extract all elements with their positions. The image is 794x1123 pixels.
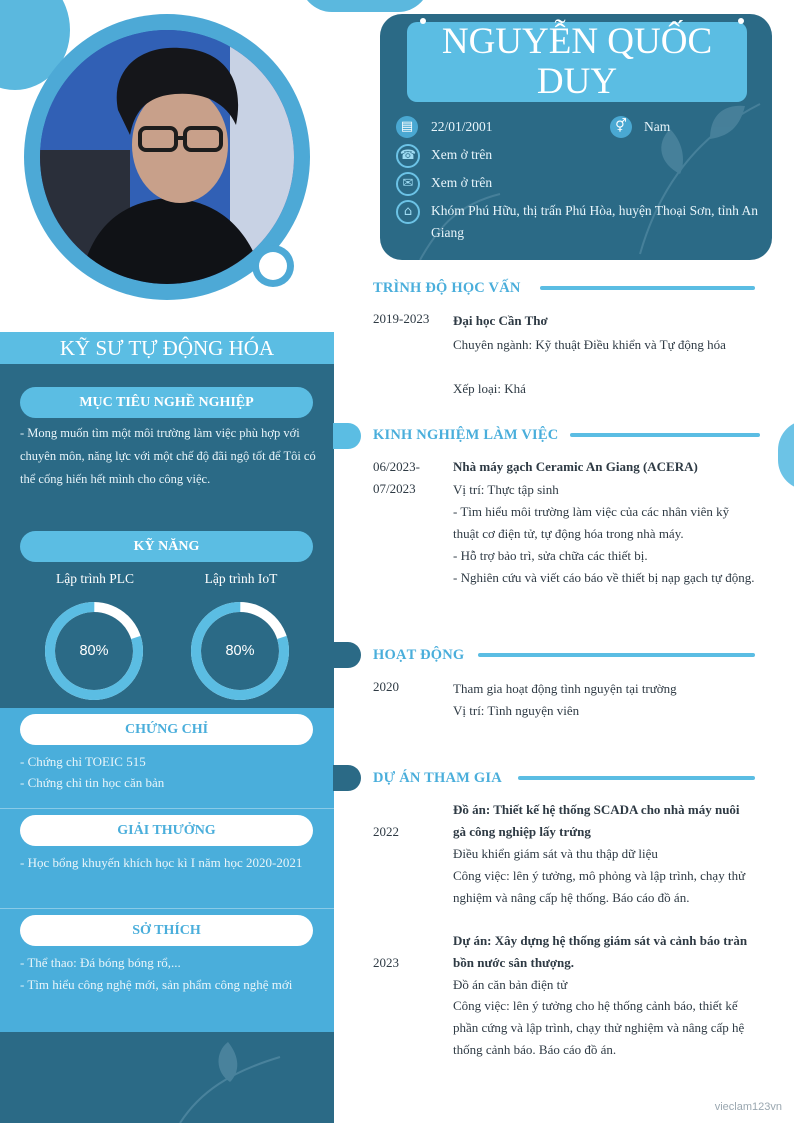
projects-title: DỰ ÁN THAM GIA xyxy=(373,770,502,786)
education-date: 2019-2023 xyxy=(373,311,430,326)
skill-percent: 80% xyxy=(225,643,255,659)
hobby-item: - Tìm hiểu công nghệ mới, sản phẩm công nghệ mới xyxy=(20,977,293,992)
divider xyxy=(0,808,334,809)
project-desc: Điều khiển giám sát và thu thập dữ liệu xyxy=(453,846,658,861)
left-column-bottom xyxy=(0,1032,334,1123)
location-icon: ⌂ xyxy=(396,200,420,224)
skill-name: Lập trình PLC xyxy=(56,571,134,586)
experience-date-from: 06/2023- xyxy=(373,459,420,474)
gender-icon: ⚥ xyxy=(610,116,632,138)
experience-company: Nhà máy gạch Ceramic An Giang (ACERA) xyxy=(453,459,698,474)
section-tab xyxy=(333,642,361,668)
education-major: Chuyên ngành: Kỹ thuật Điều khiển và Tự động hóa xyxy=(453,337,726,352)
certificate-item: - Chứng chỉ TOEIC 515 xyxy=(20,754,146,769)
hobby-item: - Thể thao: Đá bóng bóng rổ,... xyxy=(20,955,181,970)
experience-date-to: 07/2023 xyxy=(373,481,416,496)
project-date: 2022 xyxy=(373,824,399,839)
skills-title: KỸ NĂNG xyxy=(20,531,313,562)
project-name: Dự án: Xây dựng hệ thống giám sát và cảnh báo tràn bồn nước sân thượng. xyxy=(453,933,748,970)
project-date: 2023 xyxy=(373,955,399,970)
education-school: Đại học Cần Thơ xyxy=(453,313,548,328)
certificates-title: CHỨNG CHỈ xyxy=(20,714,313,745)
experience-line xyxy=(570,433,760,437)
skill-percent: 80% xyxy=(79,643,109,659)
activities-text: Tham gia hoạt động tình nguyện tại trường xyxy=(453,681,677,696)
birthdate: 22/01/2001 xyxy=(431,119,493,134)
project-work: Công việc: lên ý tưởng cho hệ thống cảnh báo, thiết kế phần cứng và lập trình, chạy thử nghiệm và nâng cấp hệ thống cảnh báo. Báo cáo đồ án. xyxy=(453,998,745,1057)
education-title: TRÌNH ĐỘ HỌC VẤN xyxy=(373,280,521,296)
phone: Xem ở trên xyxy=(431,147,493,162)
photo-dot-inner xyxy=(259,252,287,280)
section-tab xyxy=(333,765,361,791)
experience-duty: - Nghiên cứu và viết cáo báo về thiết bị nạp gạch tự động. xyxy=(453,570,755,585)
full-name: NGUYỄN QUỐC DUY xyxy=(441,21,713,102)
section-tab xyxy=(333,423,361,449)
skill-name: Lập trình IoT xyxy=(204,571,278,586)
email-icon: ✉ xyxy=(396,172,420,196)
awards-title: GIẢI THƯỞNG xyxy=(20,815,313,846)
birthday-cake-icon: ▤ xyxy=(396,116,418,138)
objective-text: - Mong muốn tìm một môi trường làm việc phù hợp với chuyên môn, năng lực với một chế độ đãi ngộ tốt để Tôi có thể cống hiến hết mình cho công việc. xyxy=(20,426,316,486)
experience-duty: - Tìm hiểu môi trường làm việc của các nhân viên kỹ thuật cơ điện tử, tự động hóa trong nhà máy. xyxy=(453,504,730,541)
phone-icon: ☎ xyxy=(396,144,420,168)
certificate-item: - Chứng chỉ tin học căn bản xyxy=(20,775,165,790)
experience-position: Vị trí: Thực tập sinh xyxy=(453,482,559,497)
activities-date: 2020 xyxy=(373,679,399,694)
activities-title: HOẠT ĐỘNG xyxy=(373,647,465,663)
experience-duty: - Hỗ trợ bảo trì, sửa chữa các thiết bị. xyxy=(453,548,648,563)
activities-line xyxy=(478,653,755,657)
project-work: Công việc: lên ý tưởng, mô phỏng và lập trình, chạy thử nghiệm và nâng cấp hệ thống. Báo cáo đồ án. xyxy=(453,868,746,905)
decor-blob-top xyxy=(300,0,430,12)
objective-title: MỤC TIÊU NGHỀ NGHIỆP xyxy=(20,387,313,418)
experience-title: KINH NGHIỆM LÀM VIỆC xyxy=(373,427,559,443)
decor-blob-right xyxy=(778,420,794,490)
project-desc: Đồ án căn bản điện tử xyxy=(453,977,568,992)
gender: Nam xyxy=(644,119,671,134)
address: Khóm Phú Hữu, thị trấn Phú Hòa, huyện Thoại Sơn, tỉnh An Giang xyxy=(431,203,758,240)
education-grade: Xếp loại: Khá xyxy=(453,381,526,396)
hobbies-title: SỞ THÍCH xyxy=(20,915,313,946)
awards-text: - Học bổng khuyến khích học kì I năm học 2020-2021 xyxy=(20,855,303,870)
projects-line xyxy=(518,776,755,780)
education-line xyxy=(540,286,755,290)
email: Xem ở trên xyxy=(431,175,493,190)
activities-role: Vị trí: Tình nguyện viên xyxy=(453,703,580,718)
job-title: KỸ SƯ TỰ ĐỘNG HÓA xyxy=(59,336,275,360)
divider xyxy=(0,908,334,909)
project-name: Đồ án: Thiết kế hệ thống SCADA cho nhà máy nuôi gà công nghiệp lấy trứng xyxy=(453,802,740,839)
watermark: vieclam123vn xyxy=(714,1101,782,1113)
avatar xyxy=(40,30,294,284)
